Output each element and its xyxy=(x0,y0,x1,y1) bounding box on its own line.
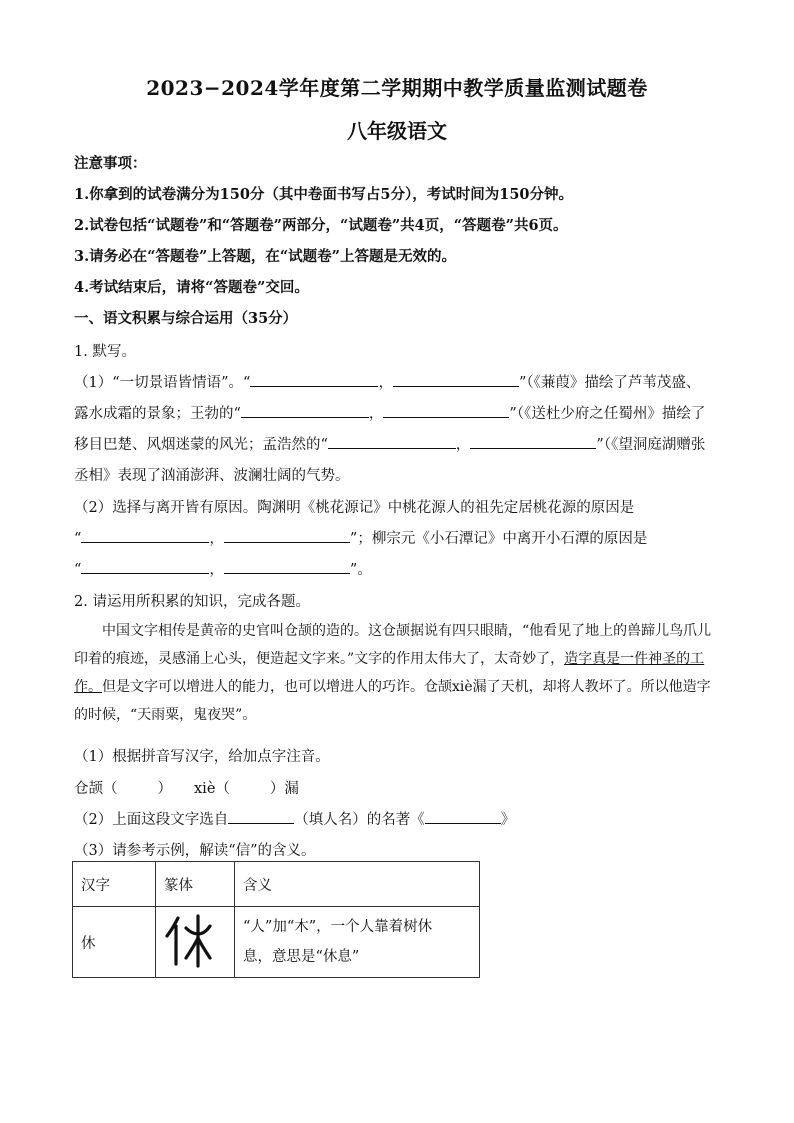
meaning-line-1: “人”加“木”，一个人靠着树休 xyxy=(243,919,433,935)
exam-title: 2023−2024学年度第二学期期中教学质量监测试题卷 xyxy=(146,76,648,100)
q2-sub3: （3）请参考示例，解读“信”的含义。 xyxy=(74,843,316,859)
q2-sub1: （1）根据拼音写汉字，给加点字注音。 xyxy=(74,749,330,765)
sub2-text-b: （填人名）的名著《 xyxy=(294,812,425,828)
answer-blank[interactable] xyxy=(383,403,509,418)
q1-line2-text-c: ”（《送杜少府之任蜀州》描绘了 xyxy=(509,406,706,422)
q1-line3-text-c: ”（《望洞庭湖赠张 xyxy=(596,437,706,453)
q1-line2-text-b: ， xyxy=(368,406,384,422)
note-item-4: 4.考试结束后，请将“答题卷”交回。 xyxy=(74,279,309,296)
table-header-cell: 汉字 xyxy=(73,862,156,907)
sub2-text-c: 》 xyxy=(500,812,516,828)
q1-line3-text-b: ， xyxy=(455,437,471,453)
answer-blank[interactable] xyxy=(250,372,378,387)
example-table xyxy=(72,861,480,978)
q2-sub2 xyxy=(74,808,515,829)
answer-blank[interactable] xyxy=(328,434,456,449)
passage-text-a: 中国文字相传是黄帝的史官叫仓颉的造的。这仓颉据说有四只眼睛，“他看见了地上的兽蹄儿鸟爪儿印着的痕迹，灵感涌上心头，便造起文字来。”文字的作用太伟大了，太奇妙了， xyxy=(74,623,712,667)
q1-part1-line1 xyxy=(74,371,700,392)
section-heading: 一、语文积累与综合运用（35分） xyxy=(74,310,298,327)
q1-line3-text-a: 移目巴楚、风烟迷蒙的风光；孟浩然的“ xyxy=(74,437,328,453)
answer-blank[interactable] xyxy=(81,559,209,574)
answer-blank[interactable] xyxy=(228,809,294,824)
q1-part2-line3 xyxy=(74,558,372,579)
answer-blank[interactable] xyxy=(81,528,209,543)
answer-blank[interactable] xyxy=(393,372,519,387)
table-header-cell: 含义 xyxy=(235,862,480,907)
q1-line1-text-c: ”（《蒹葭》描绘了芦苇茂盛、 xyxy=(518,375,701,391)
q1-part2-line1: （2）选择与离开皆有原因。陶渊明《桃花源记》中桃花源人的祖先定居桃花源的原因是 xyxy=(74,500,635,516)
q1-part2-line2 xyxy=(74,527,647,548)
q1-p2-line2-text-a: “ xyxy=(74,531,82,547)
fill-text-b: ） xyxy=(157,781,172,797)
note-item-2: 2.试卷包括“试题卷”和“答题卷”两部分，“试题卷”共4页，“答题卷”共6页。 xyxy=(74,217,568,234)
table-cell-meaning xyxy=(235,907,480,978)
q2-sub1-fill xyxy=(74,777,299,798)
q1-part1-line4: 丞相》表现了汹涌澎湃、波澜壮阔的气势。 xyxy=(74,468,350,484)
question-2-title: 2. 请运用所积累的知识，完成各题。 xyxy=(74,594,310,610)
meaning-line-2: 息，意思是“休息” xyxy=(243,949,360,965)
q1-p2-line3-text-b: ， xyxy=(209,562,224,578)
note-item-1: 1.你拿到的试卷满分为150分（其中卷面书写占5分），考试时间为150分钟。 xyxy=(74,186,574,203)
answer-blank[interactable] xyxy=(470,434,596,449)
note-item-3: 3.请务必在“答题卷”上答题，在“试题卷”上答题是无效的。 xyxy=(74,248,456,265)
q1-line1-text-b: ， xyxy=(378,375,393,391)
table-header-row xyxy=(73,862,480,907)
sub2-text-a: （2）上面这段文字选自 xyxy=(74,812,229,828)
table-row xyxy=(73,907,480,978)
q1-line1-text-a: （1）“一切景语皆情语”。“ xyxy=(74,375,251,391)
q1-p2-line2-text-b: ， xyxy=(209,531,224,547)
q1-part1-line2 xyxy=(74,402,705,423)
question-1-title: 1. 默写。 xyxy=(74,344,136,360)
passage-text-b: 但是文字可以增进人的能力，也可以增进人的巧诈。仓颉xiè漏了天机，却将人教坏了。所以他造字的时候，“天雨粟，鬼夜哭”。 xyxy=(74,679,711,723)
q1-line2-text-a: 露水成霜的景象；王勃的“ xyxy=(74,406,241,422)
answer-blank[interactable] xyxy=(224,559,350,574)
q1-p2-line3-text-a: “ xyxy=(74,562,82,578)
table-header-cell: 篆体 xyxy=(156,862,235,907)
q1-p2-line3-text-c: ”。 xyxy=(349,562,372,578)
notes-heading: 注意事项： xyxy=(74,155,147,172)
reading-passage xyxy=(74,617,722,729)
table-cell-seal xyxy=(156,907,235,978)
fill-text-c: xiè（ xyxy=(194,781,230,797)
table-cell-char: 休 xyxy=(73,907,156,978)
seal-script-xiu-icon xyxy=(164,912,214,968)
answer-blank[interactable] xyxy=(241,403,369,418)
fill-text-d: ）漏 xyxy=(269,781,299,797)
exam-subtitle: 八年级语文 xyxy=(347,119,447,143)
q1-part1-line3 xyxy=(74,433,705,454)
q1-p2-line2-text-c: ”；柳宗元《小石潭记》中离开小石潭的原因是 xyxy=(349,531,648,547)
fill-text-a: 仓颉（ xyxy=(74,781,118,797)
answer-blank[interactable] xyxy=(224,528,350,543)
answer-blank[interactable] xyxy=(425,809,501,824)
passage-underlined-sentence: 造字真是一件神圣的工作。 xyxy=(74,651,705,695)
